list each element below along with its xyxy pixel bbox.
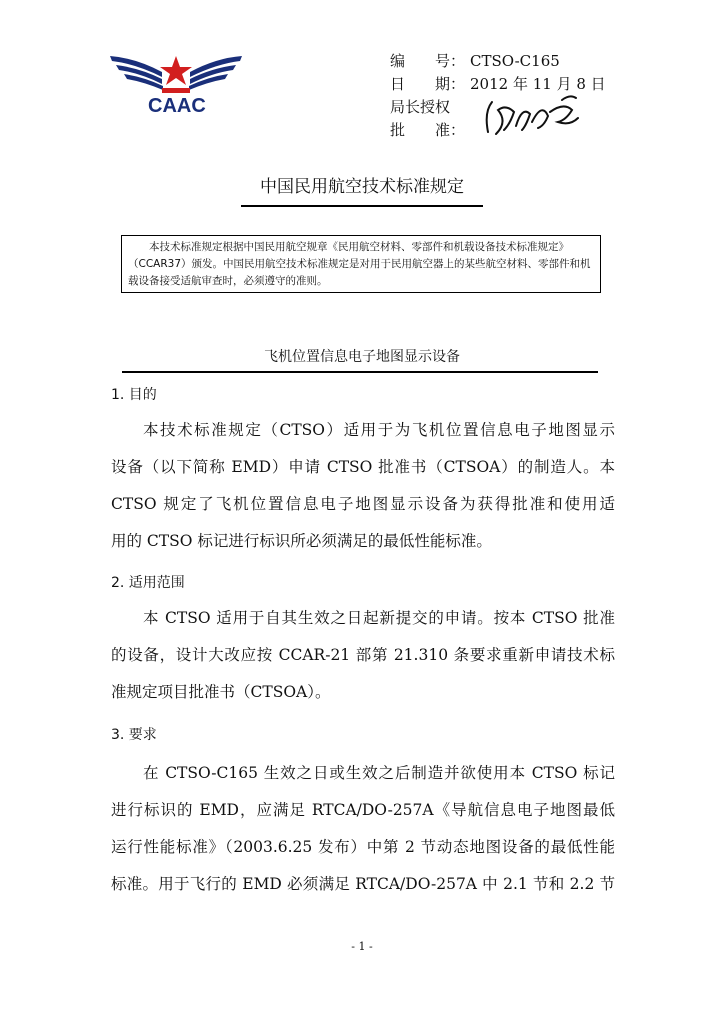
- section-body: [111, 600, 615, 711]
- handwritten-signature: [478, 92, 588, 140]
- page-title: 中国民用航空技术标准规定: [260, 177, 464, 197]
- body-line: 标准。用于飞行的 EMD 必须满足 RTCA/DO-257A 中 2.1 节和 2.2 节: [111, 875, 615, 893]
- body-line: CTSO 规定了飞机位置信息电子地图显示设备为获得批准和使用适: [111, 495, 615, 513]
- body-line: 在 CTSO-C165 生效之日或生效之后制造并欲使用本 CTSO 标记: [143, 764, 615, 782]
- body-line: 用的 CTSO 标记进行标识所必须满足的最低性能标准。: [111, 532, 492, 550]
- title-underline: [241, 205, 483, 207]
- logo-text: CAAC: [148, 95, 206, 117]
- body-line: 本技术标准规定（CTSO）适用于为飞机位置信息电子地图显示: [143, 421, 615, 439]
- body-line: 运行性能标准》（2003.6.25 发布）中第 2 节动态地图设备的最低性能: [111, 838, 615, 856]
- body-line: 进行标识的 EMD，应满足 RTCA/DO-257A《导航信息电子地图最低: [111, 801, 615, 819]
- body-line: 的设备，设计大改应按 CCAR-21 部第 21.310 条要求重新申请技术标: [111, 646, 615, 664]
- section-heading: 2. 适用范围: [111, 575, 185, 591]
- meta-date-label: 日 期：: [390, 75, 466, 93]
- body-line: 本 CTSO 适用于自其生效之日起新提交的申请。按本 CTSO 批准: [143, 609, 615, 627]
- meta-authorization-label: 局长授权: [390, 98, 451, 116]
- caac-logo: [106, 50, 246, 122]
- section-body: [111, 412, 615, 560]
- section-heading: 1. 目的: [111, 387, 157, 403]
- caac-emblem-icon: [106, 50, 246, 100]
- notice-box: 本技术标准规定根据中国民用航空规章《民用航空材料、零部件和机载设备技术标准规定》（CCAR37）颁发。中国民用航空技术标准规定是对用于民用航空器上的某些航空材料、零部件和机载设备接受适航审查时，必须遵守的准则。: [121, 235, 601, 293]
- meta-number: [390, 50, 606, 73]
- meta-approval-label: 批 准：: [390, 121, 466, 139]
- meta-number-value: CTSO-C165: [470, 52, 560, 70]
- meta-number-label: 编 号：: [390, 52, 466, 70]
- body-line: 准规定项目批准书（CTSOA）。: [111, 683, 331, 701]
- section-heading: 3. 要求: [111, 727, 157, 743]
- subject-underline: [122, 371, 598, 373]
- meta-date-value: 2012 年 11 月 8 日: [470, 75, 606, 93]
- body-line: 设备（以下简称 EMD）申请 CTSO 批准书（CTSOA）的制造人。本: [111, 458, 615, 476]
- page-number: - 1 -: [351, 940, 373, 953]
- section-body: [111, 755, 615, 903]
- subject-title: 飞机位置信息电子地图显示设备: [264, 349, 460, 365]
